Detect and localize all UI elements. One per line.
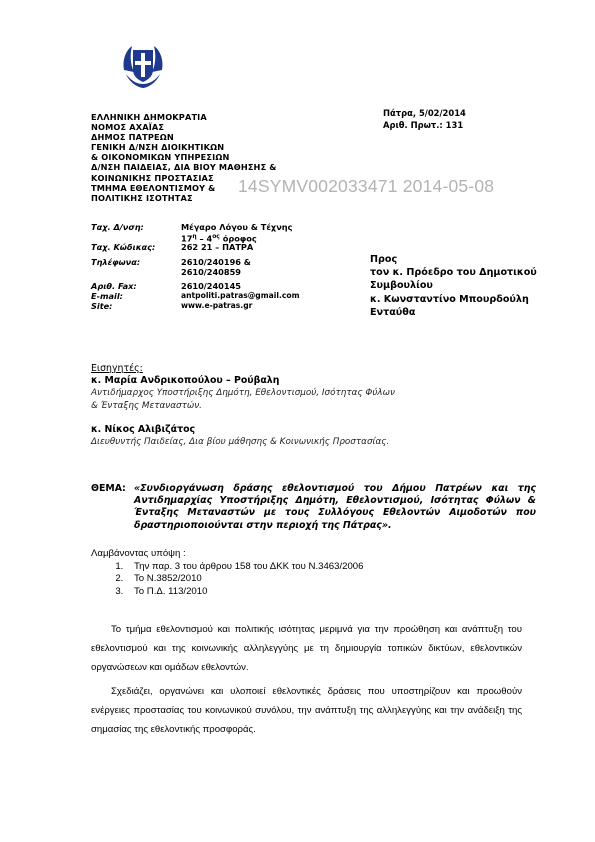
phone-label: Τηλέφωνα:: [91, 256, 141, 267]
reporter-1-role: Αντιδήμαρχος Υποστήριξης Δημότη, Εθελοντισμού, Ισότητας Φύλων: [91, 388, 395, 399]
recipient-line: κ. Κωνσταντίνο Μπουρδούλη: [370, 293, 529, 305]
address-value: Μέγαρο Λόγου & Τέχνης: [181, 222, 293, 232]
list-item: 3. Το Π.Δ. 113/2010: [126, 586, 363, 599]
email-label: E-mail:: [91, 291, 123, 302]
recipient-line: Ενταύθα: [370, 306, 416, 318]
subject-label: ΘΕΜΑ:: [91, 483, 126, 494]
date-protocol-block: [383, 107, 466, 131]
reporter-2-role: Διευθυντής Παιδείας, Δια βίου μάθησης & Κοινωνικής Προστασίας.: [91, 437, 390, 448]
recipient-block: [370, 253, 537, 319]
recipient-line: Προς: [370, 254, 398, 265]
header-line: ΕΛΛΗΝΙΚΗ ΔΗΜΟΚΡΑΤΙΑ: [91, 112, 207, 122]
header-line: ΓΕΝΙΚΗ Δ/ΝΣΗ ΔΙΟΙΚΗΤΙΚΩΝ: [91, 142, 225, 153]
email-value: antpoliti.patras@gmail.com: [181, 291, 300, 301]
header-line: ΝΟΜΟΣ ΑΧΑΪΑΣ: [91, 122, 165, 133]
reporters-title: Εισηγητές:: [91, 363, 143, 374]
reporter-1-name: κ. Μαρία Ανδρικοπούλου – Ρούβαλη: [91, 375, 280, 387]
list-item: 1. Την παρ. 3 του άρθρου 158 του ΔΚΚ του Ν.3463/2006: [126, 561, 363, 574]
header-line: Δ/ΝΣΗ ΠΑΙΔΕΙΑΣ, ΔΙΑ ΒΙΟΥ ΜΑΘΗΣΗΣ &: [91, 162, 277, 173]
header-line: ΔΗΜΟΣ ΠΑΤΡΕΩΝ: [91, 132, 174, 143]
recipient-line: Συμβουλίου: [370, 280, 433, 292]
body-text: [91, 620, 522, 743]
address-label: Ταχ. Δ/νση:: [91, 222, 144, 232]
greek-emblem-icon: [118, 40, 168, 90]
considering-intro: Λαμβάνοντας υπόψη :: [91, 548, 186, 559]
phone-value-1: 2610/240196 &: [181, 256, 251, 267]
zip-label: Ταχ. Κώδικας:: [91, 242, 156, 253]
spacer: [91, 412, 395, 424]
body-paragraph-1: Το τμήμα εθελοντισμού και πολιτικής ισότητας μεριμνά για την προώθηση και ανάπτυξη του εθελοντισμού και της κοινωνικής αλληλεγγύης με τη δημιουργία τοπικών δικτύων, εθελοντικών οργανώσεων και ομάδων εθελοντών.: [91, 624, 522, 674]
header-line: ΚΟΙΝΩΝΙΚΗΣ ΠΡΟΣΤΑΣΙΑΣ: [91, 172, 214, 183]
protocol-number: Αριθ. Πρωτ.: 131: [383, 120, 464, 130]
registration-stamp: 14SYMV002033471 2014-05-08: [238, 176, 495, 196]
subject-text: «Συνδιοργάνωση δράσης εθελοντισμού του Δήμου Πατρέων και της Αντιδημαρχίας Υποστήριξης Δημότη, Εθελοντισμού, Ισότητας Φύλων & Ένταξης Μεταναστών με τους Συλλόγους Εθελοντών Αιμοδοτών που δραστηριοποιούνται στην περιοχή της Πάτρας».: [134, 483, 536, 531]
site-label: Site:: [91, 301, 113, 312]
body-paragraph-2: Σχεδιάζει, οργανώνει και υλοποιεί εθελοντικές δράσεις που υποστηρίζουν και προωθούν ενέργειες προστασίας του κοινωνικού συνόλου, την ανάπτυξη της αλληλεγγύης και την ανάδειξη της σημασίας της εθελοντικής προσφοράς.: [91, 685, 522, 736]
header-line: ΤΜΗΜΑ ΕΘΕΛΟΝΤΙΣΜΟΥ &: [91, 182, 216, 193]
header-line: ΠΟΛΙΤΙΚΗΣ ΙΣΟΤΗΤΑΣ: [91, 192, 193, 203]
recipient-line: τον κ. Πρόεδρο του Δημοτικού: [370, 267, 537, 279]
considering-block: [91, 548, 363, 598]
document-date: Πάτρα, 5/02/2014: [383, 108, 466, 118]
considering-list: [91, 561, 363, 599]
floor-value: $17^\eta - 4^{o\varsigma}$ όροφος: [181, 233, 257, 244]
reporter-1-role-cont: & Ένταξης Μεταναστών.: [91, 400, 202, 411]
greek-emblem-logo: [118, 40, 168, 90]
reporter-2-name: κ. Νίκος Αλιβιζάτος: [91, 423, 196, 435]
site-value: www.e-patras.gr: [181, 301, 253, 311]
header-line: & ΟΙΚΟΝΟΜΙΚΩΝ ΥΠΗΡΕΣΙΩΝ: [91, 152, 230, 163]
phone-value-2: 2610/240859: [181, 266, 241, 277]
fax-label: Αριθ. Fax:: [91, 280, 137, 291]
reporters-block: [91, 363, 395, 448]
list-item: 2. Το Ν.3852/2010: [126, 573, 363, 586]
zip-value: 262 21 – ΠΑΤΡΑ: [181, 242, 254, 253]
fax-value: 2610/240145: [181, 280, 241, 291]
